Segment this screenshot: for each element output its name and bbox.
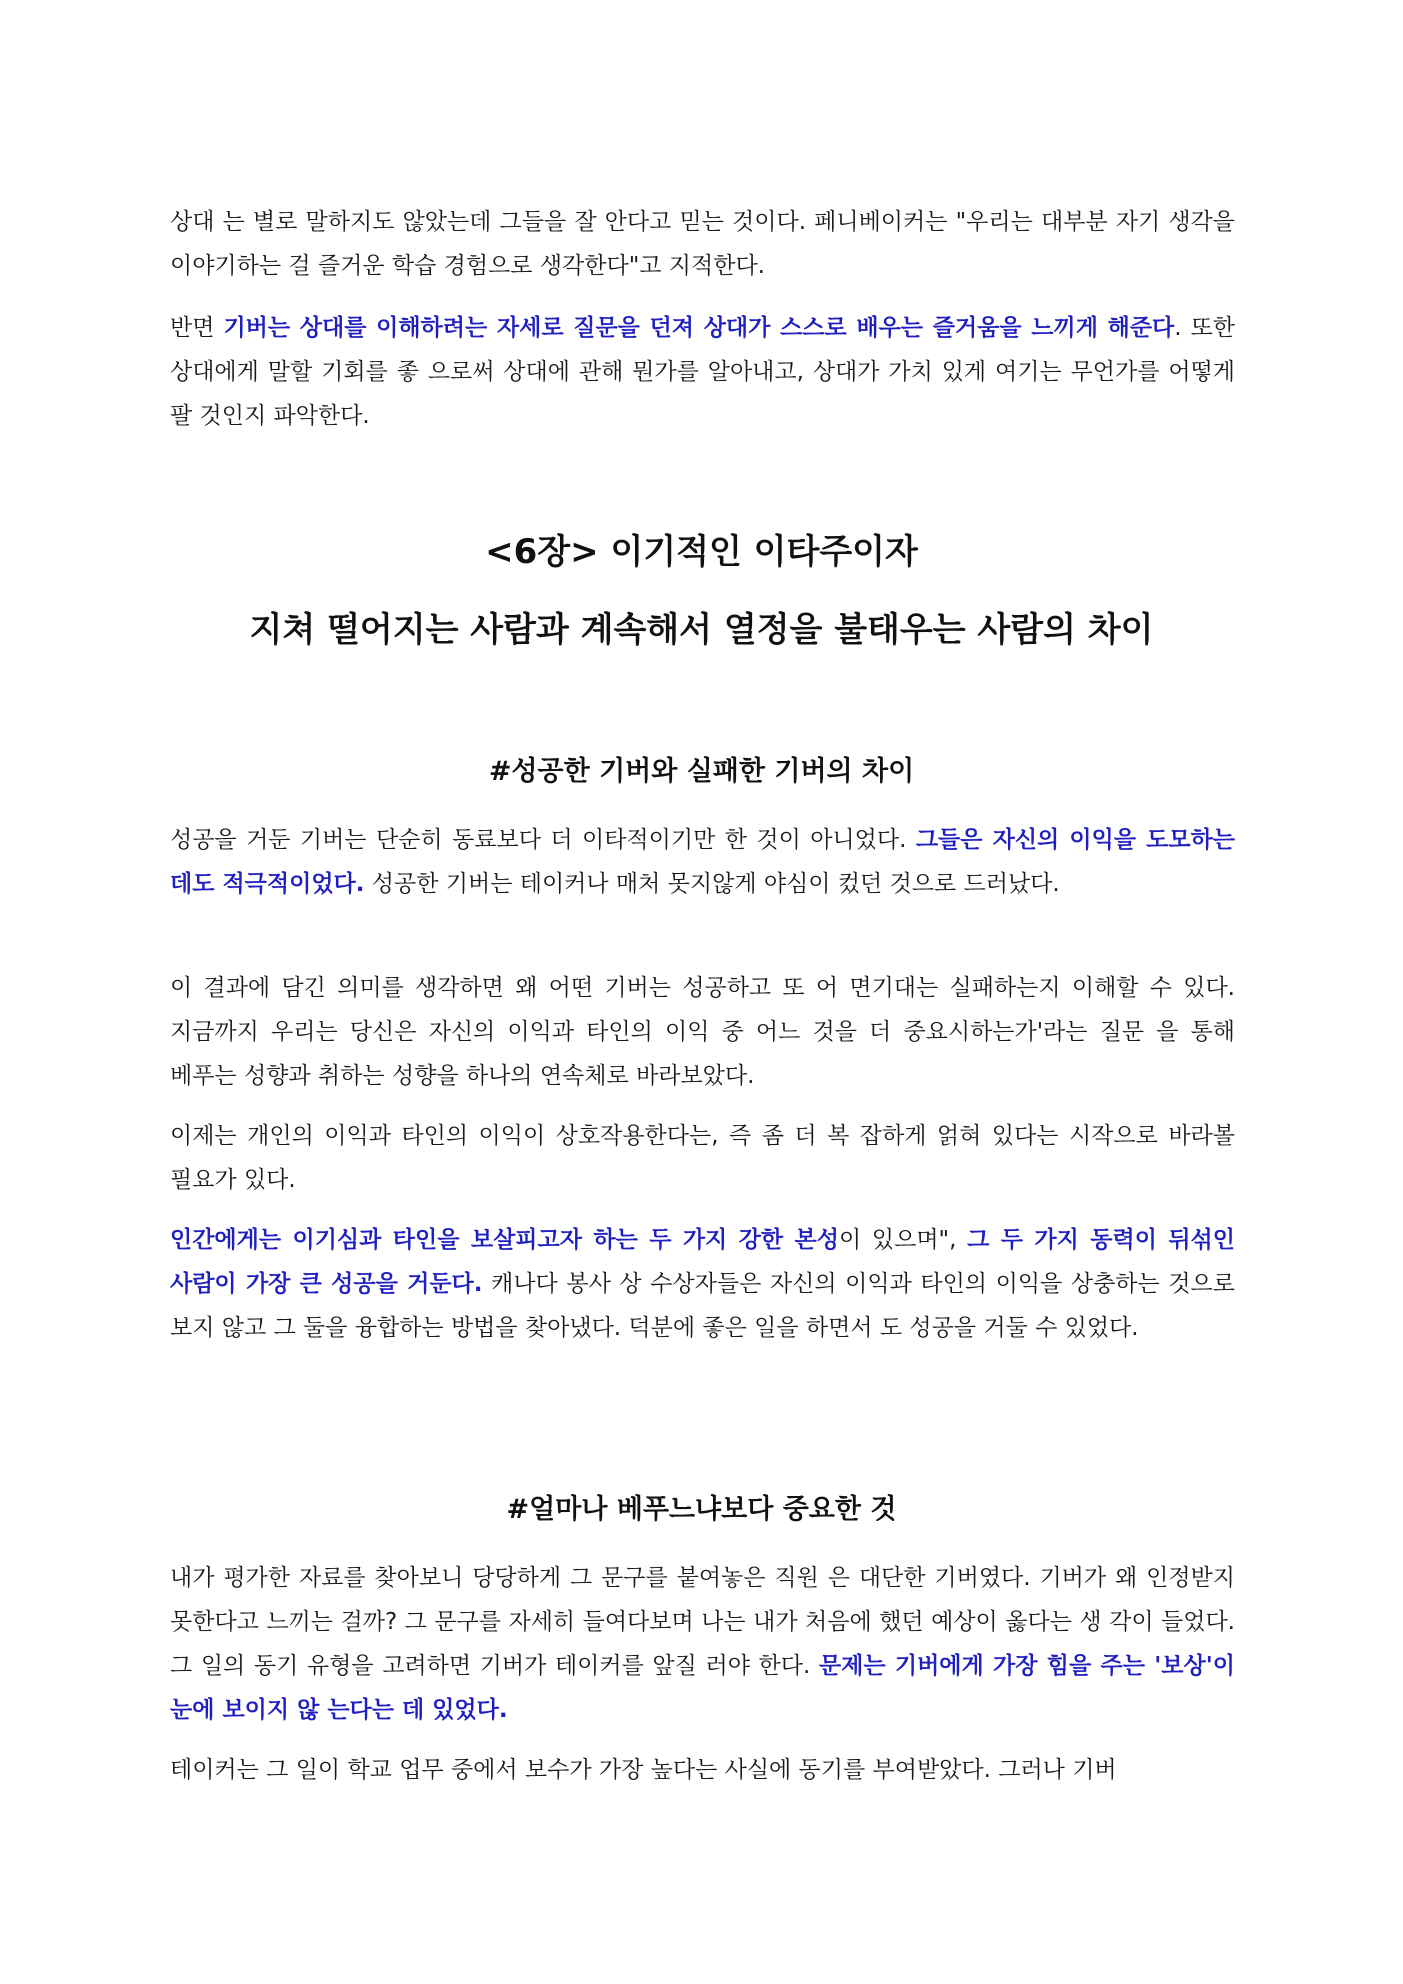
- section1-paragraph-4-text-a: 이 있으며",: [838, 1227, 968, 1253]
- intro-paragraph-2-text-a: 반면: [170, 315, 224, 341]
- section1-paragraph-4-highlight-b: 그 두 가지 동력이 뒤섞인 사람이 가장 큰 성공을 거둔다.: [170, 1227, 1235, 1297]
- section1-paragraph-4-highlight-a: 인간에게는 이기심과 타인을 보살피고자 하는 두 가지 강한 본성: [170, 1227, 839, 1253]
- section2-paragraph-2-text: 테이커는 그 일이 학교 업무 중에서 보수가 가장 높다는 사실에 동기를 부여받았다. 그러나 기버: [170, 1757, 1117, 1783]
- section2-paragraph-1-text: 내가 평가한 자료를 찾아보니 당당하게 그 문구를 붙여놓은 직원 은 대단한 기버였다. 기버가 왜 인정받지 못한다고 느끼는 걸까? 그 문구를 자세히 들여다보며 나는 내가 처음에 했던 예상이 옳다는 생 각이 들었다. 그 일의 동기 유형을 고려하면 기버가 테이커를 앞질 러야 한다.: [170, 1565, 1235, 1679]
- section1-paragraph-3-text: 이제는 개인의 이익과 타인의 이익이 상호작용한다는, 즉 좀 더 복 잡하게 얽혀 있다는 시작으로 바라볼 필요가 있다.: [170, 1123, 1235, 1193]
- section-heading-successful-givers: #성공한 기버와 실패한 기버의 차이: [488, 756, 915, 787]
- chapter-subtitle: 지쳐 떨어지는 사람과 계속해서 열정을 불태우는 사람의 차이: [249, 610, 1154, 650]
- intro-paragraph-1: [170, 200, 1235, 288]
- intro-paragraph-2-highlight: 기버는 상대를 이해하려는 자세로 질문을 던져 상대가 스스로 배우는 즐거움을 느끼게 해준다: [223, 315, 1175, 341]
- section2-paragraph-1: [170, 1556, 1235, 1732]
- section1-paragraph-2-text: 이 결과에 담긴 의미를 생각하면 왜 어떤 기버는 성공하고 또 어 면기대는 실패하는지 이해할 수 있다. 지금까지 우리는 당신은 자신의 이익과 타인의 이익 중 어느 것을 더 중요시하는가'라는 질문 을 통해 베푸는 성향과 취하는 성향을 하나의 연속체로 바라보았다.: [170, 975, 1235, 1089]
- intro-paragraph-2: [170, 306, 1235, 438]
- section1-paragraph-1-highlight: 그들은 자신의 이익을 도모하는 데도 적극적이었다.: [170, 827, 1236, 897]
- section1-paragraph-3: [170, 1114, 1235, 1202]
- section1-paragraph-1: [170, 818, 1235, 906]
- section1-paragraph-4: [170, 1218, 1235, 1350]
- section2-paragraph-2: [170, 1748, 1235, 1792]
- chapter-title: <6장> 이기적인 이타주이자: [485, 532, 918, 572]
- section1-paragraph-4-text-b: 캐나다 봉사 상 수상자들은 자신의 이익과 타인의 이익을 상충하는 것으로 보지 않고 그 둘을 융합하는 방법을 찾아냈다. 덕분에 좋은 일을 하면서 도 성공을 거둘 수 있었다.: [170, 1271, 1235, 1341]
- section1-paragraph-1-text-a: 성공을 거둔 기버는 단순히 동료보다 더 이타적이기만 한 것이 아니었다.: [170, 827, 916, 853]
- section1-paragraph-2: [170, 966, 1235, 1098]
- section1-paragraph-1-text-b: 성공한 기버는 테이커나 매처 못지않게 야심이 컸던 것으로 드러났다.: [364, 871, 1060, 897]
- intro-paragraph-2-text-b: . 또한 상대에게 말할 기회를 좋 으로써 상대에 관해 뭔가를 알아내고, 상대가 가치 있게 여기는 무언가를 어떻게 팔 것인지 파악한다.: [170, 315, 1236, 429]
- section-heading-what-matters: #얼마나 베푸느냐보다 중요한 것: [506, 1494, 897, 1525]
- section2-paragraph-1-highlight: 문제는 기버에게 가장 힘을 주는 '보상'이 눈에 보이지 않 는다는 데 있었다.: [170, 1653, 1236, 1723]
- intro-paragraph-1-text: 상대 는 별로 말하지도 않았는데 그들을 잘 안다고 믿는 것이다. 페니베이커는 "우리는 대부분 자기 생각을 이야기하는 걸 즐거운 학습 경험으로 생각한다"고 지적한다.: [170, 209, 1235, 279]
